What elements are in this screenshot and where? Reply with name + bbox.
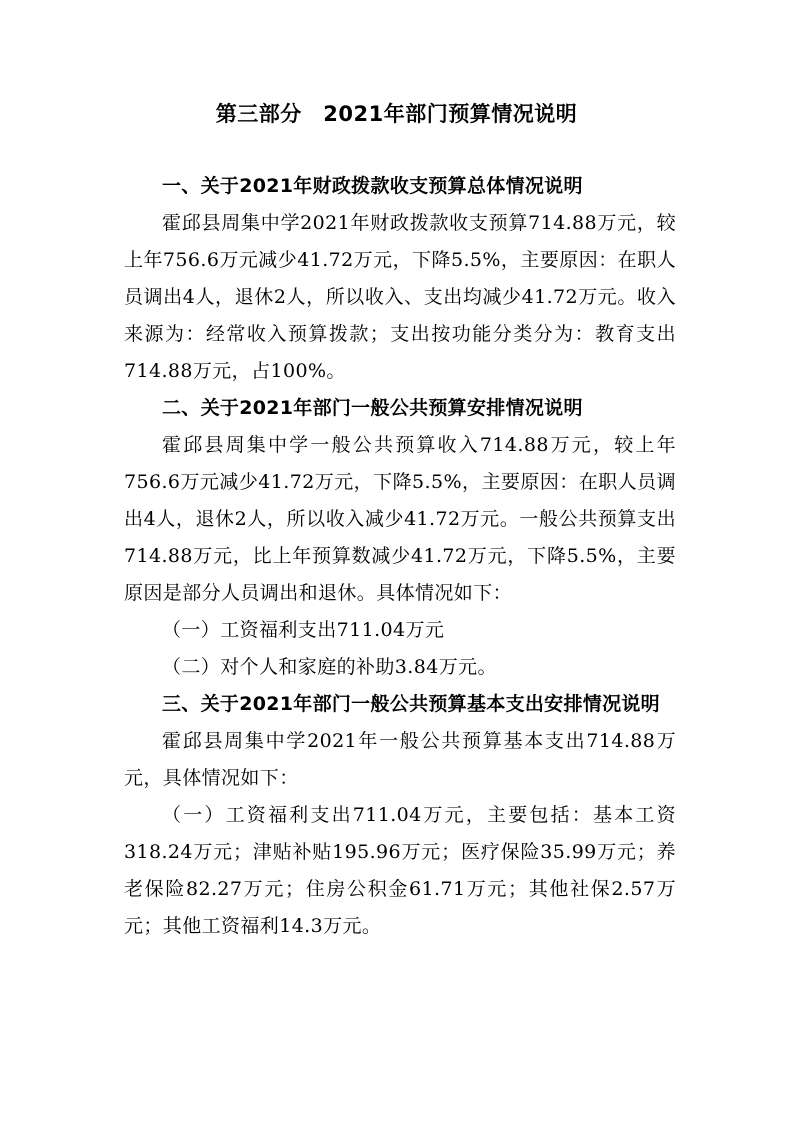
- section-2-paragraph: 霍邱县周集中学一般公共预算收入714.88万元，较上年756.6万元减少41.72万元，下降5.5%，主要原因：在职人员调出4人，退休2人，所以收入减少41.72万元。一般公共预算支出714.88万元，比上年预算数减少41.72万元，下降5.5%，主要原因是部分人员调出和退休。具体情况如下：: [124, 434, 676, 604]
- section-3-heading: 三、关于2021年部门一般公共预算基本支出安排情况说明: [162, 693, 660, 715]
- section-3-paragraph: 霍邱县周集中学2021年一般公共预算基本支出714.88万元，具体情况如下：: [124, 730, 676, 789]
- section-1-heading: 一、关于2021年财政拨款收支预算总体情况说明: [162, 175, 583, 197]
- section-2-item-1: （一）工资福利支出711.04万元: [162, 619, 445, 641]
- document-body: [124, 168, 676, 945]
- page-title: 第三部分 2021年部门预算情况说明: [215, 102, 578, 126]
- section-2-item-2: （二）对个人和家庭的补助3.84万元。: [162, 656, 497, 678]
- section-2-heading: 二、关于2021年部门一般公共预算安排情况说明: [162, 397, 583, 419]
- section-1-paragraph: 霍邱县周集中学2021年财政拨款收支预算714.88万元，较上年756.6万元减少41.72万元，下降5.5%，主要原因：在职人员调出4人，退休2人，所以收入、支出均减少41.72万元。收入来源为：经常收入预算拨款；支出按功能分类分为：教育支出714.88万元，占100%。: [124, 212, 676, 382]
- section-3-item-paragraph: （一）工资福利支出711.04万元，主要包括：基本工资318.24万元；津贴补贴195.96万元；医疗保险35.99万元；养老保险82.27万元；住房公积金61.71万元；其他社保2.57万元；其他工资福利14.3万元。: [124, 804, 676, 937]
